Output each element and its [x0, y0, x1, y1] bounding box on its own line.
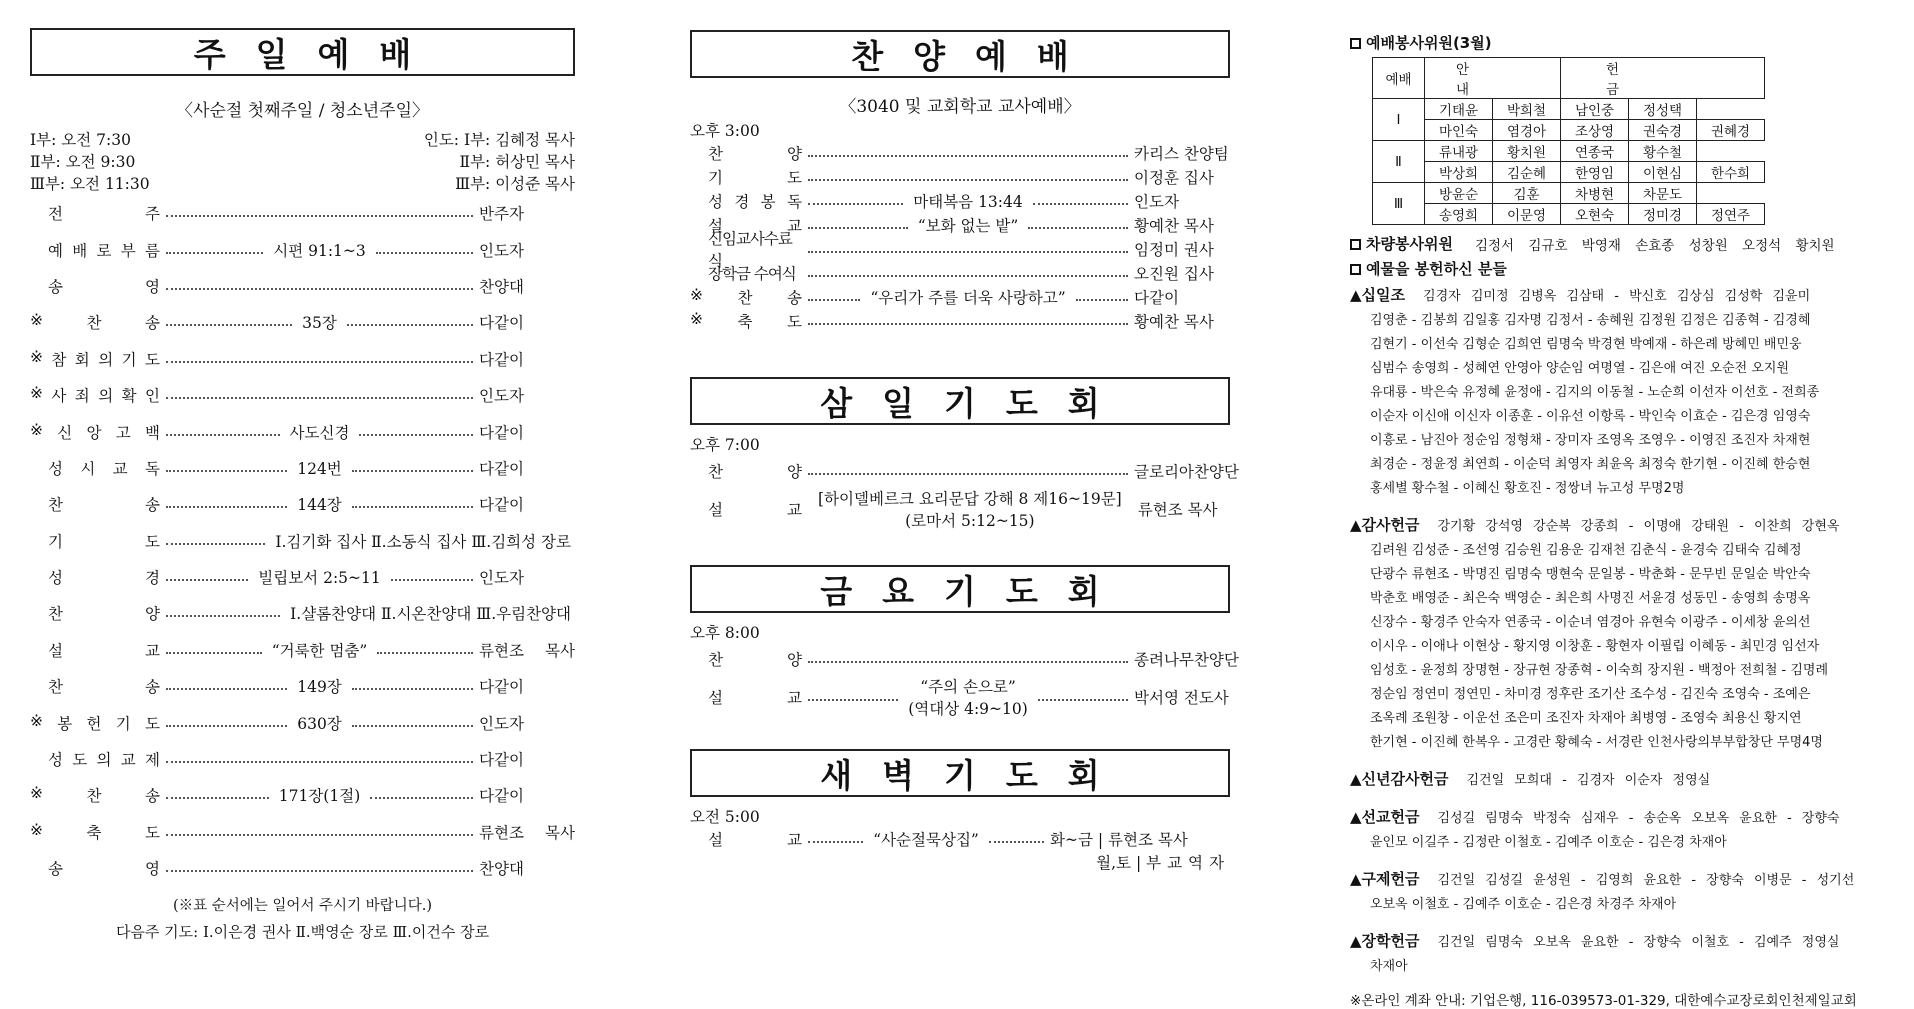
- order-item: [30, 850, 575, 886]
- order-item: [690, 645, 1239, 673]
- order-item: [30, 814, 575, 850]
- order-label: 찬 송: [48, 678, 160, 697]
- volunteer-name: 차문도: [1629, 183, 1697, 204]
- order-person: 박서영 전도사: [1134, 689, 1229, 707]
- order-detail: [904, 675, 1032, 719]
- order-person: 찬양대: [479, 860, 524, 879]
- service-part: Ⅰ: [1373, 99, 1425, 141]
- order-item: [30, 777, 575, 813]
- square-bullet-icon: [1350, 239, 1361, 250]
- order-label: ※ 사 죄 의 확 인: [30, 384, 160, 406]
- offering-names: 윤인모 이길주 - 김정란 이철호 - 김예주 이호순 - 김은경 차재아: [1370, 835, 1727, 850]
- order-detail: 사도신경: [286, 421, 354, 443]
- order-person: 다같이: [479, 787, 524, 806]
- order-person: 류현조 목사: [1137, 501, 1218, 519]
- friday-time: 오후 8:00: [690, 624, 760, 642]
- offering-names: 신장수 - 황경주 안숙자 연종국 - 이순녀 염경아 유현숙 이광주 - 이세창 윤의선: [1370, 615, 1811, 630]
- volunteer-name: [1697, 99, 1765, 120]
- order-label: 성 경: [48, 569, 160, 588]
- volunteers-column: [1350, 0, 1895, 1009]
- offering-names: 김성길 림명숙 박정숙 심재우 - 송순옥 오보옥 윤요한 - 장향숙: [1437, 811, 1840, 826]
- volunteer-name: 정성택: [1629, 99, 1697, 120]
- order-person: 인도자: [479, 569, 524, 588]
- online-account: ※온라인 계좌 안내: 기업은행, 116-039573-01-329, 대한예수교장로회인천제일교회: [1350, 993, 1857, 1009]
- order-label: ※ 찬 송: [30, 784, 160, 806]
- order-person: 다같이: [479, 496, 524, 515]
- order-detail-line: “우리가 주를 더욱 사랑하고”: [870, 289, 1066, 307]
- order-item: [30, 486, 575, 522]
- offering-names: 단광수 류현조 - 박명진 림명숙 맹현숙 문일봉 - 박춘화 - 문무빈 문일순 박안숙: [1370, 567, 1811, 582]
- order-item: [30, 704, 575, 740]
- sunday-order-list: [30, 195, 575, 886]
- order-person: 종려나무찬양단: [1134, 651, 1239, 669]
- order-detail: 빌립보서 2:5~11: [254, 566, 384, 588]
- order-label: 찬 양: [48, 605, 160, 624]
- leader-3: Ⅲ부: 이성준 목사: [455, 175, 575, 193]
- dawn-mid: “사순절묵상집”: [873, 831, 979, 849]
- volunteer-name: 이문영: [1493, 204, 1561, 225]
- col-service: 예배: [1373, 58, 1425, 99]
- order-item: [690, 285, 1230, 309]
- order-detail-line: “보화 없는 밭”: [917, 217, 1019, 235]
- order-detail-line: (역대상 4:9~10): [908, 700, 1028, 718]
- sunday-service-column: [30, 0, 575, 942]
- order-label: ※ 봉 헌 기 도: [30, 711, 160, 733]
- offering-names: 조옥례 조원창 - 이운선 조은미 조진자 차재아 최병영 - 조영숙 최용신 황지연: [1370, 711, 1802, 726]
- order-person: 다같이: [479, 678, 524, 697]
- order-item: [30, 413, 575, 449]
- order-person: 인도자: [479, 241, 524, 260]
- offering-names: 김건일 림명숙 오보옥 윤요한 - 장향숙 이철호 - 김예주 정영실: [1437, 935, 1840, 950]
- order-item: [30, 595, 575, 631]
- order-label: 설 교: [708, 217, 802, 235]
- friday-order-list: [690, 645, 1239, 719]
- offering-names: 차재아: [1370, 959, 1408, 974]
- volunteer-name: 박상희: [1425, 162, 1493, 183]
- offering-names: 오보옥 이철호 - 김예주 이호순 - 김은경 차경주 차재아: [1370, 897, 1677, 912]
- volunteer-name: 박희철: [1493, 99, 1561, 120]
- order-label: 신임교사수료식: [708, 230, 792, 270]
- order-detail-line: 마태복음 13:44: [913, 193, 1023, 211]
- order-label: 기 도: [708, 169, 802, 187]
- volunteer-name: 김순혜: [1493, 162, 1561, 183]
- order-person: 황예찬 목사: [1134, 313, 1214, 331]
- order-detail: 171장(1절): [275, 784, 365, 806]
- order-label: ※ 참 회 의 기 도: [30, 347, 160, 369]
- dawn-row-2: 월,토 | 부교역자: [1096, 854, 1230, 872]
- offering-names: 이순자 이신애 이신자 이종훈 - 이유선 이항록 - 박인숙 이효순 - 김은경 임영숙: [1370, 409, 1811, 424]
- order-person: 반주자: [479, 205, 524, 224]
- standing-note: (※표 순서에는 일어서 주시기 바랍니다.): [173, 898, 432, 915]
- order-item: [690, 487, 1230, 531]
- order-detail: Ⅰ.김기화 집사 Ⅱ.소동식 집사 Ⅲ.김희성 장로: [271, 530, 575, 552]
- volunteer-row: [1373, 183, 1765, 204]
- next-prayer: 다음주 기도: Ⅰ.이은경 권사 Ⅱ.백영순 장로 Ⅲ.이건수 장로: [115, 923, 490, 942]
- order-person: 찬양대: [479, 277, 524, 296]
- order-item: [690, 457, 1239, 485]
- order-item: [690, 141, 1230, 165]
- order-item: [30, 377, 575, 413]
- order-item: [30, 668, 575, 704]
- friday-title: 금요기도회: [690, 565, 1230, 613]
- order-detail-line: [하이델베르크 요리문답 강해 8 제16~19문]: [818, 490, 1122, 508]
- offering-names: 임성호 - 윤정희 장명현 - 장규현 장종혁 - 이숙희 장지원 - 백정아 전희철 - 김명례: [1370, 663, 1829, 678]
- offering-names: 정순임 정연미 정연민 - 차미경 정후란 조기산 조수성 - 김진숙 조영숙 - 조예은: [1370, 687, 1811, 702]
- volunteer-name: 한영임: [1561, 162, 1629, 183]
- order-label: ※ 축 도: [30, 820, 160, 842]
- order-person: 류현조 목사: [479, 823, 575, 842]
- order-label: 송 영: [48, 860, 160, 879]
- order-label: 성 경 봉 독: [708, 193, 802, 211]
- sunday-subtitle: 〈사순절 첫째주일 / 청소년주일〉: [175, 101, 429, 121]
- order-item: [690, 675, 1230, 719]
- volunteer-name: 조상영: [1561, 120, 1629, 141]
- order-label: 설 교: [708, 689, 802, 707]
- dawn-days-2: 월,토: [1096, 854, 1132, 872]
- order-label: 기 도: [48, 532, 160, 551]
- volunteer-name: [1697, 141, 1765, 162]
- offering-names: 김영춘 - 김봉희 김일홍 김자명 김정서 - 송혜원 김정원 김정은 김종혁 - 김경혜: [1370, 313, 1811, 328]
- volunteers-header-row: [1350, 32, 1895, 53]
- dawn-label: 설 교: [708, 831, 802, 849]
- offering-title: ▲십일조: [1350, 286, 1406, 304]
- order-person: 카리스 찬양팀: [1134, 145, 1229, 163]
- volunteer-name: 황수철: [1629, 141, 1697, 162]
- square-bullet-icon: [1350, 264, 1361, 275]
- order-person: 임정미 권사: [1134, 241, 1214, 259]
- offering-names: 이시우 - 이애나 이현상 - 황지영 이창훈 - 황현자 이필립 이혜동 - 최민경 임선자: [1370, 639, 1820, 654]
- leader-2: Ⅱ부: 허상민 목사: [459, 153, 575, 171]
- offering-names: 김려원 김성준 - 조선영 김승원 김용운 김재천 김춘식 - 윤경숙 김태숙 김혜정: [1370, 543, 1802, 558]
- offering-names: 최경순 - 정윤정 최연희 - 이순덕 최영자 최윤옥 최정숙 한기현 - 이진혜 한승현: [1370, 457, 1811, 472]
- volunteer-name: 류내광: [1425, 141, 1493, 162]
- order-item: [30, 195, 575, 231]
- order-detail: 149장: [293, 675, 346, 697]
- order-item: [30, 523, 575, 559]
- order-item: [30, 559, 575, 595]
- vehicle-names: 김정서 김규호 박영재 손효종 성창원 오정석 황치원: [1474, 237, 1835, 254]
- offering-names: 김경자 김미정 김병옥 김삼태 - 박신호 김상심 김성학 김윤미: [1423, 289, 1811, 304]
- volunteer-name: 차병현: [1561, 183, 1629, 204]
- offering-title: ▲선교헌금: [1350, 808, 1420, 826]
- other-services-column: [690, 0, 1239, 873]
- order-item: [690, 261, 1230, 285]
- time-2: Ⅱ부: 오전 9:30: [30, 153, 136, 171]
- order-person: 다같이: [479, 459, 524, 478]
- volunteer-name: 마인숙: [1425, 120, 1493, 141]
- offering-names: 김건일 김성길 윤성원 - 김영희 윤요한 - 장향숙 이병문 - 성기선: [1437, 873, 1855, 888]
- offerings-list: [1350, 283, 1895, 979]
- offering-names: 이흥로 - 남진아 정순임 정형채 - 장미자 조영옥 조영우 - 이영진 조진자 차재현: [1370, 433, 1811, 448]
- order-item: [690, 189, 1230, 213]
- order-label: 찬 송: [48, 496, 160, 515]
- dawn-title: 새벽기도회: [690, 749, 1230, 797]
- order-item: [30, 341, 575, 377]
- col-guide: 안내: [1425, 58, 1561, 99]
- wednesday-title: 삼일기도회: [690, 377, 1230, 425]
- order-detail: 35장: [298, 311, 341, 333]
- order-detail: 124번: [293, 457, 346, 479]
- sunday-times: [30, 129, 575, 195]
- volunteer-row: [1373, 204, 1765, 225]
- praise-title: 찬양예배: [690, 30, 1230, 78]
- order-label: 장학금 수여식: [708, 265, 796, 283]
- order-detail: [909, 190, 1027, 212]
- order-label: 찬 양: [708, 463, 802, 481]
- volunteer-name: 방윤순: [1425, 183, 1493, 204]
- volunteer-name: 연종국: [1561, 141, 1629, 162]
- order-detail: [814, 487, 1126, 531]
- offering-names: 박춘호 배영준 - 최은숙 백영순 - 최은희 사명진 서윤경 성동민 - 송영희 송명옥: [1370, 591, 1811, 606]
- order-person: 인도자: [1134, 193, 1179, 211]
- order-detail: 144장: [293, 493, 346, 515]
- offering-names: 한기현 - 이진혜 한복우 - 고경란 황혜숙 - 서경란 인천사랑의부부합창단 무명4명: [1370, 735, 1823, 750]
- order-detail: [914, 214, 1023, 236]
- volunteer-name: 황치원: [1493, 141, 1561, 162]
- order-person: 다같이: [479, 751, 524, 770]
- order-detail: 시편 91:1~3: [269, 239, 370, 261]
- order-label: ※ 신 앙 고 백: [30, 420, 160, 442]
- offering-category: [1350, 283, 1895, 501]
- service-part: Ⅲ: [1373, 183, 1425, 225]
- offering-title: ▲신년감사헌금: [1350, 770, 1449, 788]
- offering-names: 유대룡 - 박은숙 유정혜 윤정애 - 김지의 이동철 - 노순희 이선자 이선호 - 전희종: [1370, 385, 1820, 400]
- leader-1: 인도: Ⅰ부: 김혜정 목사: [423, 131, 575, 149]
- volunteer-name: 정미경: [1629, 204, 1697, 225]
- donors-header-row: [1350, 258, 1895, 279]
- volunteers-header: 예배봉사위원(3월): [1366, 34, 1492, 52]
- dawn-row: 설 교 “사순절묵상집” 화~금 | 류현조 목사: [690, 827, 1230, 851]
- offering-category: [1350, 867, 1895, 917]
- offering-names: 김현기 - 이선숙 김형순 김희연 림명숙 박경현 박예재 - 하은례 방혜민 배민웅: [1370, 337, 1802, 352]
- order-person: 인도자: [479, 714, 524, 733]
- volunteer-row: [1373, 141, 1765, 162]
- square-bullet-icon: [1350, 38, 1361, 49]
- sunday-title: 주일예배: [30, 28, 575, 76]
- order-label: 전 주: [48, 205, 160, 224]
- order-person: 다같이: [479, 350, 524, 369]
- wednesday-order-list: [690, 457, 1239, 531]
- order-detail-line: (로마서 5:12~15): [905, 512, 1035, 530]
- volunteer-name: 송영희: [1425, 204, 1493, 225]
- order-person: 글로리아찬양단: [1134, 463, 1239, 481]
- volunteers-table: [1372, 57, 1765, 225]
- order-label: 찬 양: [708, 651, 802, 669]
- order-item: [30, 231, 575, 267]
- vehicle-row: [1350, 233, 1895, 254]
- order-person: 다같이: [479, 423, 524, 442]
- order-detail: “거룩한 멈춤”: [268, 639, 372, 661]
- dawn-leader-1: 류현조 목사: [1108, 831, 1188, 849]
- offering-names: 김건일 모희대 - 김경자 이순자 정영실: [1466, 773, 1711, 788]
- volunteer-name: 정연주: [1697, 204, 1765, 225]
- order-label: ※ 찬 송: [690, 286, 802, 307]
- order-person: 인도자: [479, 387, 524, 406]
- offering-category: [1350, 767, 1895, 793]
- volunteer-name: [1697, 183, 1765, 204]
- order-detail: Ⅰ.샬롬찬양대 Ⅱ.시온찬양대 Ⅲ.우림찬양대: [286, 602, 575, 624]
- order-detail-line: “주의 손으로”: [920, 678, 1016, 696]
- order-detail: [866, 286, 1069, 308]
- volunteer-row: [1373, 99, 1765, 120]
- praise-subtitle: 〈3040 및 교회학교 교사예배〉: [839, 97, 1081, 117]
- order-item: [30, 268, 575, 304]
- order-person: 다같이: [479, 314, 524, 333]
- volunteer-name: 권숙경: [1629, 120, 1697, 141]
- dawn-time: 오전 5:00: [690, 808, 760, 826]
- volunteer-name: 권혜경: [1697, 120, 1765, 141]
- order-label: 성 도 의 교 제: [48, 751, 160, 770]
- wednesday-time: 오후 7:00: [690, 436, 760, 454]
- order-item: [690, 165, 1230, 189]
- offering-title: ▲장학헌금: [1350, 932, 1420, 950]
- order-item: [690, 230, 1230, 270]
- order-person: 다같이: [1134, 289, 1179, 307]
- col-offering: 헌금: [1561, 58, 1765, 99]
- offering-title: ▲감사헌금: [1350, 516, 1420, 534]
- order-label: 찬 양: [708, 145, 802, 163]
- dawn-days-1: 화~금: [1050, 831, 1093, 849]
- order-item: [30, 304, 575, 340]
- order-label: 송 영: [48, 277, 160, 296]
- offering-names: 강기황 강석영 강순복 강종희 - 이명애 강태원 - 이찬희 강현옥: [1437, 519, 1840, 534]
- dawn-leader-2: 부교역자: [1146, 854, 1230, 872]
- offering-category: [1350, 513, 1895, 755]
- order-label: ※ 찬 송: [30, 311, 160, 333]
- offering-names: 심범수 송영희 - 성혜연 안영아 양순임 여명열 - 김은애 여진 오순전 오지원: [1370, 361, 1790, 376]
- volunteer-name: 기태윤: [1425, 99, 1493, 120]
- volunteer-name: 김훈: [1493, 183, 1561, 204]
- offering-names: 홍세별 황수철 - 이혜신 황호진 - 정쌍녀 뉴고성 무명2명: [1370, 481, 1685, 496]
- time-1: Ⅰ부: 오전 7:30: [30, 131, 131, 149]
- order-item: [30, 632, 575, 668]
- volunteer-row: [1373, 162, 1765, 183]
- order-person: 이정훈 집사: [1134, 169, 1214, 187]
- vehicle-header: 차량봉사위원: [1366, 235, 1453, 253]
- volunteer-row: [1373, 120, 1765, 141]
- order-person: 류현조 목사: [479, 641, 576, 660]
- order-item: [30, 450, 575, 486]
- time-3: Ⅲ부: 오전 11:30: [30, 175, 150, 193]
- order-label: 설 교: [708, 501, 802, 519]
- order-item: [690, 309, 1230, 333]
- order-item: [30, 741, 575, 777]
- volunteer-name: 남인중: [1561, 99, 1629, 120]
- offering-category: [1350, 805, 1895, 855]
- service-part: Ⅱ: [1373, 141, 1425, 183]
- order-label: 예 배 로 부 름: [48, 241, 160, 260]
- volunteer-name: 오현숙: [1561, 204, 1629, 225]
- order-label: 성 시 교 독: [48, 459, 160, 478]
- order-detail: 630장: [293, 712, 346, 734]
- order-person: 오진원 집사: [1134, 265, 1214, 283]
- offering-title: ▲구제헌금: [1350, 870, 1420, 888]
- offering-category: [1350, 929, 1895, 979]
- order-label: ※ 축 도: [690, 310, 802, 331]
- order-label: 설 교: [48, 641, 160, 660]
- praise-order-list: [690, 141, 1230, 333]
- praise-time: 오후 3:00: [690, 122, 760, 140]
- order-person: 황예찬 목사: [1134, 217, 1214, 235]
- donors-header: 예물을 봉헌하신 분들: [1366, 260, 1507, 278]
- volunteer-name: 염경아: [1493, 120, 1561, 141]
- volunteer-name: 이현심: [1629, 162, 1697, 183]
- volunteer-name: 한수희: [1697, 162, 1765, 183]
